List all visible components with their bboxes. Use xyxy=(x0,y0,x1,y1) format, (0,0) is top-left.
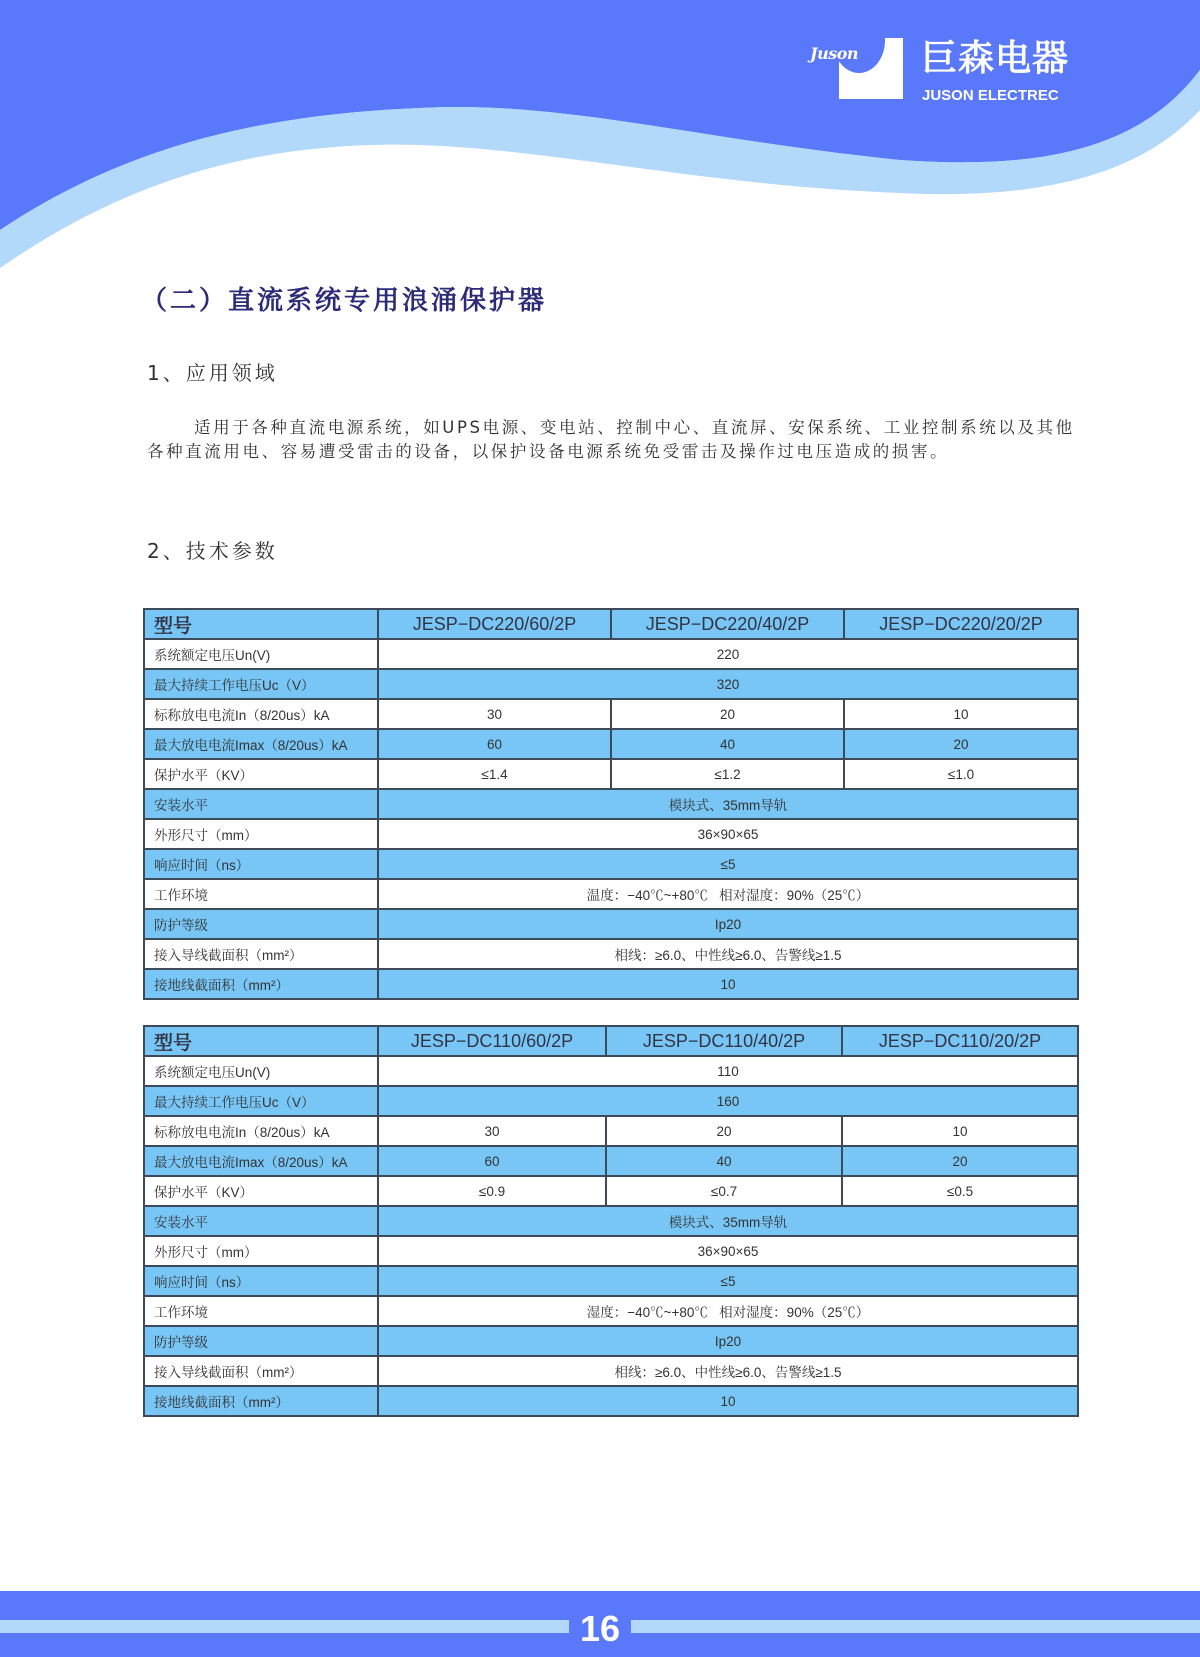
row-value: Ip20 xyxy=(378,1326,1078,1356)
model-name: JESP−DC220/20/2P xyxy=(844,609,1078,639)
footer-bar xyxy=(0,1591,1200,1657)
application-paragraph: 适用于各种直流电源系统，如UPS电源、变电站、控制中心、直流屏、安保系统、工业控制系统以及其他各种直流用电、容易遭受雷击的设备，以保护设备电源系统免受雷击及操作过电压造成的损害。 xyxy=(147,418,1075,461)
spec-table-dc110 xyxy=(143,1025,1079,1417)
row-label: 最大持续工作电压Uc（V） xyxy=(144,1086,378,1116)
row-label: 保护水平（KV） xyxy=(144,759,378,789)
row-value: 相线：≥6.0、中性线≥6.0、告警线≥1.5 xyxy=(378,1356,1078,1386)
row-value: ≤5 xyxy=(378,849,1078,879)
table-row xyxy=(144,699,1078,729)
row-label: 标称放电电流In（8/20us）kA xyxy=(144,699,378,729)
row-value: 110 xyxy=(378,1056,1078,1086)
row-value: 10 xyxy=(844,699,1078,729)
row-label: 标称放电电流In（8/20us）kA xyxy=(144,1116,378,1146)
spec-table-dc220 xyxy=(143,608,1079,1000)
row-value: ≤5 xyxy=(378,1266,1078,1296)
table-row xyxy=(144,849,1078,879)
row-label: 工作环境 xyxy=(144,879,378,909)
header-wave-dark xyxy=(0,0,1200,230)
table-row xyxy=(144,939,1078,969)
row-label: 系统额定电压Un(V) xyxy=(144,639,378,669)
row-value: 40 xyxy=(611,729,844,759)
row-value: 320 xyxy=(378,669,1078,699)
row-label: 接入导线截面积（mm²） xyxy=(144,1356,378,1386)
heading-specs: 2、技术参数 xyxy=(147,539,278,563)
model-name: JESP−DC110/20/2P xyxy=(842,1026,1078,1056)
row-label: 接入导线截面积（mm²） xyxy=(144,939,378,969)
row-label: 接地线截面积（mm²） xyxy=(144,1386,378,1416)
row-value: 模块式、35mm导轨 xyxy=(378,1206,1078,1236)
row-label: 防护等级 xyxy=(144,909,378,939)
table-row xyxy=(144,639,1078,669)
row-value: ≤1.4 xyxy=(378,759,611,789)
row-value: 10 xyxy=(378,1386,1078,1416)
table-row xyxy=(144,819,1078,849)
row-value: 30 xyxy=(378,1116,606,1146)
table-header-row xyxy=(144,1026,1078,1056)
table-row xyxy=(144,1086,1078,1116)
table-header-row xyxy=(144,609,1078,639)
row-value: 10 xyxy=(842,1116,1078,1146)
row-value: 36×90×65 xyxy=(378,819,1078,849)
table-row xyxy=(144,1356,1078,1386)
row-label: 安装水平 xyxy=(144,1206,378,1236)
row-value: ≤0.9 xyxy=(378,1176,606,1206)
model-name: JESP−DC220/60/2P xyxy=(378,609,611,639)
model-name: JESP−DC110/60/2P xyxy=(378,1026,606,1056)
row-value: 20 xyxy=(611,699,844,729)
table-row xyxy=(144,1386,1078,1416)
row-value: 220 xyxy=(378,639,1078,669)
row-value: 温度：−40℃~+80℃ 相对湿度：90%（25℃） xyxy=(378,879,1078,909)
row-value: 36×90×65 xyxy=(378,1236,1078,1266)
row-value: 160 xyxy=(378,1086,1078,1116)
row-value: 10 xyxy=(378,969,1078,999)
table-row xyxy=(144,879,1078,909)
row-label: 工作环境 xyxy=(144,1296,378,1326)
heading-application: 1、应用领域 xyxy=(147,361,278,385)
row-value: ≤0.5 xyxy=(842,1176,1078,1206)
row-label: 安装水平 xyxy=(144,789,378,819)
row-value: 20 xyxy=(842,1146,1078,1176)
table-row xyxy=(144,1056,1078,1086)
row-value: 湿度：−40℃~+80℃ 相对湿度：90%（25℃） xyxy=(378,1296,1078,1326)
row-value: 30 xyxy=(378,699,611,729)
row-label: 响应时间（ns） xyxy=(144,849,378,879)
row-value: ≤0.7 xyxy=(606,1176,842,1206)
section-title: （二）直流系统专用浪涌保护器 xyxy=(141,286,548,316)
header-label: 型号 xyxy=(144,1026,378,1056)
page-number: 16 xyxy=(569,1601,631,1657)
table-row xyxy=(144,969,1078,999)
row-label: 防护等级 xyxy=(144,1326,378,1356)
table-row xyxy=(144,1176,1078,1206)
row-label: 系统额定电压Un(V) xyxy=(144,1056,378,1086)
row-value: Ip20 xyxy=(378,909,1078,939)
row-value: 60 xyxy=(378,729,611,759)
logo-en-name: JUSON ELECTREC xyxy=(922,87,1059,104)
logo-juson-text: Juson xyxy=(810,44,859,63)
row-value: 相线：≥6.0、中性线≥6.0、告警线≥1.5 xyxy=(378,939,1078,969)
row-value: ≤1.0 xyxy=(844,759,1078,789)
table-row xyxy=(144,909,1078,939)
row-label: 外形尺寸（mm） xyxy=(144,1236,378,1266)
row-value: 20 xyxy=(606,1116,842,1146)
table-row xyxy=(144,1266,1078,1296)
row-label: 接地线截面积（mm²） xyxy=(144,969,378,999)
logo-cn-name: 巨森电器 xyxy=(921,37,1070,79)
row-value: ≤1.2 xyxy=(611,759,844,789)
row-label: 最大放电电流Imax（8/20us）kA xyxy=(144,729,378,759)
row-value: 60 xyxy=(378,1146,606,1176)
row-value: 40 xyxy=(606,1146,842,1176)
model-name: JESP−DC110/40/2P xyxy=(606,1026,842,1056)
row-label: 外形尺寸（mm） xyxy=(144,819,378,849)
brand-logo xyxy=(810,38,1090,108)
table-row xyxy=(144,1206,1078,1236)
row-label: 响应时间（ns） xyxy=(144,1266,378,1296)
row-label: 最大放电电流Imax（8/20us）kA xyxy=(144,1146,378,1176)
row-label: 最大持续工作电压Uc（V） xyxy=(144,669,378,699)
table-row xyxy=(144,789,1078,819)
table-row xyxy=(144,1326,1078,1356)
table-row xyxy=(144,759,1078,789)
row-value: 模块式、35mm导轨 xyxy=(378,789,1078,819)
row-label: 保护水平（KV） xyxy=(144,1176,378,1206)
table-row xyxy=(144,1236,1078,1266)
model-name: JESP−DC220/40/2P xyxy=(611,609,844,639)
table-row xyxy=(144,1146,1078,1176)
table-row xyxy=(144,729,1078,759)
table-row xyxy=(144,669,1078,699)
table-row xyxy=(144,1296,1078,1326)
header-label: 型号 xyxy=(144,609,378,639)
row-value: 20 xyxy=(844,729,1078,759)
table-row xyxy=(144,1116,1078,1146)
